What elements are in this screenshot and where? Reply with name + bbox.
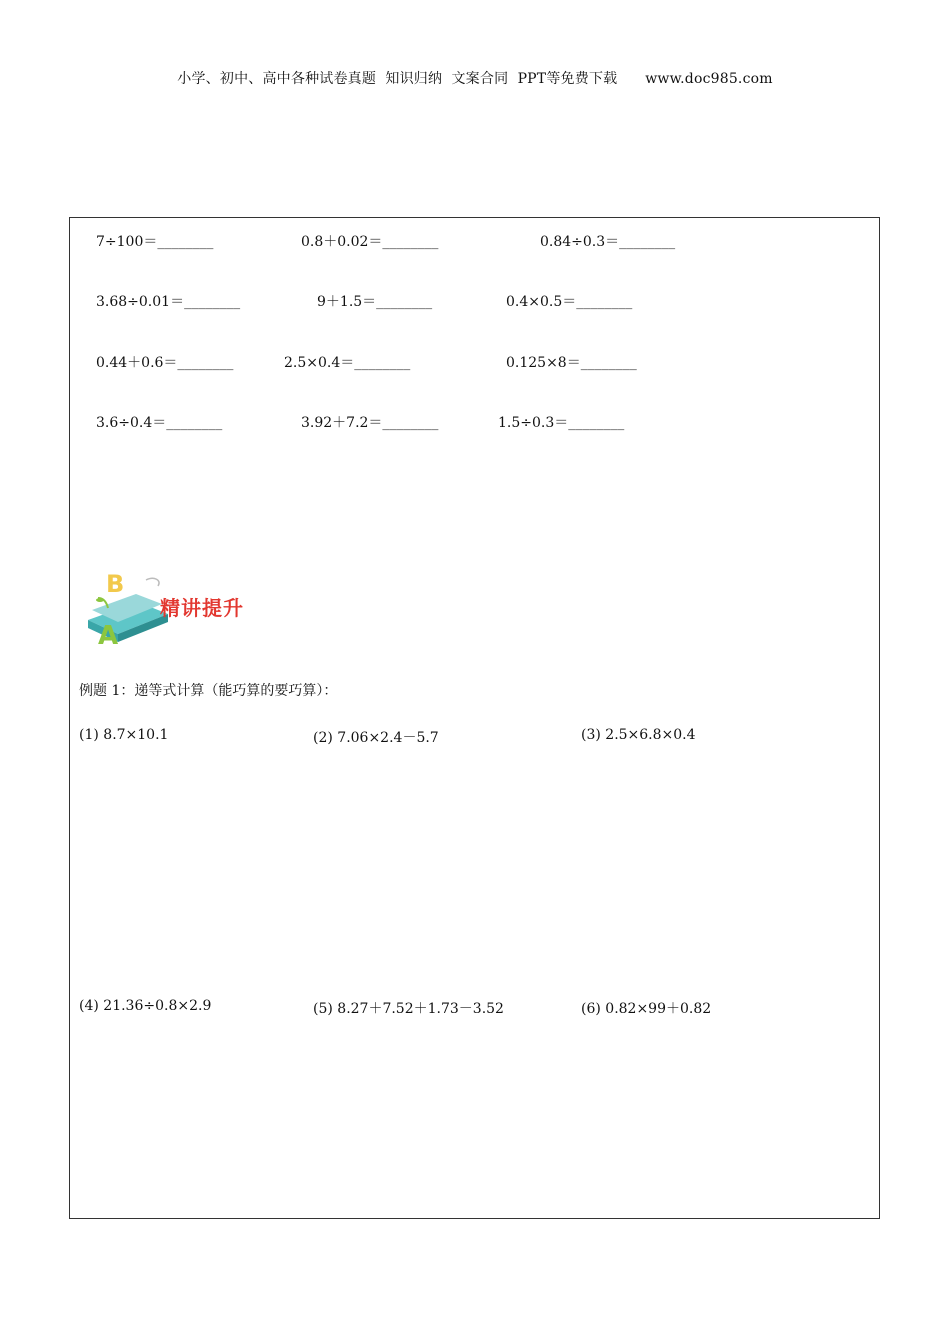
calc-item: 3.68÷0.01＝________ xyxy=(96,294,241,310)
calc-item: 1.5÷0.3＝________ xyxy=(498,415,625,431)
calc-item: 2.5×0.4＝________ xyxy=(284,355,411,371)
calc-item: 9＋1.5＝________ xyxy=(317,294,433,310)
page-header: 小学、初中、高中各种试卷真题 知识归纳 文案合同 PPT等免费下载 www.doc985.com xyxy=(177,71,773,87)
calc-item: 7÷100＝________ xyxy=(96,234,214,250)
calc-item: 3.6÷0.4＝________ xyxy=(96,415,223,431)
problem-item: (3) 2.5×6.8×0.4 xyxy=(581,727,696,743)
problem-item: (4) 21.36÷0.8×2.9 xyxy=(79,998,212,1014)
problem-item: (1) 8.7×10.1 xyxy=(79,727,169,743)
calc-item: 0.8＋0.02＝________ xyxy=(301,234,439,250)
calc-item: 0.125×8＝________ xyxy=(506,355,637,371)
svg-text:A: A xyxy=(98,621,119,648)
calc-item: 0.4×0.5＝________ xyxy=(506,294,633,310)
worksheet-frame xyxy=(69,217,880,1219)
calc-item: 3.92＋7.2＝________ xyxy=(301,415,439,431)
svg-text:B: B xyxy=(106,570,125,598)
problem-item: (5) 8.27＋7.52＋1.73－3.52 xyxy=(313,1001,504,1017)
problem-item: (6) 0.82×99＋0.82 xyxy=(581,1001,712,1017)
calc-item: 0.44＋0.6＝________ xyxy=(96,355,234,371)
example-title: 例题 1：递等式计算（能巧算的要巧算）： xyxy=(79,683,338,699)
section-title: 精讲提升 xyxy=(160,596,244,620)
calc-item: 0.84÷0.3＝________ xyxy=(540,234,676,250)
problem-item: (2) 7.06×2.4－5.7 xyxy=(313,730,439,746)
